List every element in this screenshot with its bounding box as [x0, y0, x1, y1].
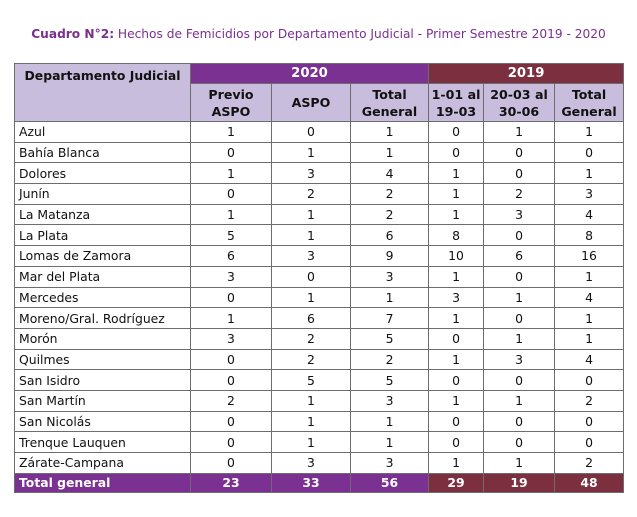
table-row [15, 163, 624, 184]
column-header-line: Previo [208, 86, 254, 102]
value-cell: 5 [351, 328, 429, 349]
table-row [15, 142, 624, 163]
column-header-line: Total [571, 86, 607, 102]
dept-cell: Lomas de Zamora [15, 246, 191, 267]
column-header-line: 19-03 [435, 103, 477, 119]
value-cell: 1 [351, 411, 429, 432]
total-value-cell: 23 [191, 473, 272, 492]
table-row [15, 349, 624, 370]
value-cell: 16 [555, 246, 624, 267]
total-row [15, 473, 624, 492]
value-cell: 3 [351, 390, 429, 411]
value-cell: 2 [555, 453, 624, 474]
dept-cell: Junín [15, 184, 191, 205]
value-cell: 2 [351, 184, 429, 205]
total-label-cell: Total general [15, 473, 191, 492]
value-cell: 1 [272, 411, 351, 432]
dept-cell: Mercedes [15, 287, 191, 308]
value-cell: 2 [272, 328, 351, 349]
value-cell: 3 [272, 453, 351, 474]
value-cell: 0 [484, 432, 555, 453]
value-cell: 5 [272, 370, 351, 391]
table-body [15, 122, 624, 493]
value-cell: 5 [351, 370, 429, 391]
column-header-line: General [361, 103, 418, 119]
table-row [15, 225, 624, 246]
value-cell: 0 [429, 122, 484, 143]
value-cell: 1 [429, 204, 484, 225]
value-cell: 1 [272, 142, 351, 163]
value-cell: 0 [555, 411, 624, 432]
value-cell: 1 [484, 390, 555, 411]
column-header-line: General [561, 103, 617, 119]
dept-cell: Mar del Plata [15, 266, 191, 287]
value-cell: 4 [555, 204, 624, 225]
value-cell: 7 [351, 308, 429, 329]
title-text: Hechos de Femicidios por Departamento Judicial - Primer Semestre 2019 - 2020 [114, 27, 606, 41]
femicide-table [14, 63, 624, 493]
value-cell: 0 [191, 370, 272, 391]
value-cell: 0 [191, 142, 272, 163]
table-title [0, 27, 637, 41]
dept-cell: Quilmes [15, 349, 191, 370]
value-cell: 1 [429, 266, 484, 287]
value-cell: 0 [484, 370, 555, 391]
dept-cell: Dolores [15, 163, 191, 184]
dept-cell: San Isidro [15, 370, 191, 391]
value-cell: 0 [191, 287, 272, 308]
group-header-row [15, 64, 624, 84]
column-header-line: ASPO [291, 95, 331, 110]
value-cell: 1 [429, 390, 484, 411]
value-cell: 2 [272, 184, 351, 205]
value-cell: 1 [272, 225, 351, 246]
value-cell: 1 [429, 163, 484, 184]
value-cell: 0 [191, 432, 272, 453]
dept-cell: Trenque Lauquen [15, 432, 191, 453]
value-cell: 1 [484, 122, 555, 143]
value-cell: 1 [272, 287, 351, 308]
value-cell: 1 [191, 308, 272, 329]
value-cell: 0 [272, 122, 351, 143]
value-cell: 1 [351, 122, 429, 143]
table-row [15, 453, 624, 474]
value-cell: 1 [429, 453, 484, 474]
column-header [191, 84, 272, 122]
value-cell: 1 [351, 287, 429, 308]
value-cell: 3 [351, 266, 429, 287]
total-value-cell: 29 [429, 473, 484, 492]
value-cell: 0 [429, 142, 484, 163]
value-cell: 2 [191, 390, 272, 411]
value-cell: 0 [191, 411, 272, 432]
table-row [15, 204, 624, 225]
value-cell: 0 [429, 432, 484, 453]
value-cell: 2 [484, 184, 555, 205]
table-row [15, 328, 624, 349]
value-cell: 9 [351, 246, 429, 267]
table-row [15, 308, 624, 329]
value-cell: 1 [555, 308, 624, 329]
value-cell: 1 [429, 349, 484, 370]
dept-cell: Morón [15, 328, 191, 349]
column-header-line: Total [372, 86, 407, 102]
value-cell: 3 [555, 184, 624, 205]
value-cell: 6 [191, 246, 272, 267]
value-cell: 1 [429, 184, 484, 205]
table-row [15, 266, 624, 287]
value-cell: 3 [272, 246, 351, 267]
value-cell: 0 [191, 349, 272, 370]
group-header-2020: 2020 [191, 64, 429, 84]
value-cell: 0 [555, 370, 624, 391]
table-row [15, 370, 624, 391]
dept-cell: San Martín [15, 390, 191, 411]
value-cell: 6 [272, 308, 351, 329]
value-cell: 8 [429, 225, 484, 246]
value-cell: 0 [484, 411, 555, 432]
column-header-line: ASPO [211, 103, 251, 119]
table-row [15, 184, 624, 205]
value-cell: 1 [272, 390, 351, 411]
value-cell: 1 [555, 122, 624, 143]
value-cell: 0 [429, 370, 484, 391]
table-row [15, 246, 624, 267]
value-cell: 1 [555, 266, 624, 287]
dept-cell: La Plata [15, 225, 191, 246]
value-cell: 0 [191, 184, 272, 205]
column-header [351, 84, 429, 122]
dept-column-header: Departamento Judicial [15, 64, 191, 122]
value-cell: 3 [351, 453, 429, 474]
value-cell: 4 [555, 287, 624, 308]
value-cell: 1 [555, 163, 624, 184]
value-cell: 0 [484, 225, 555, 246]
value-cell: 0 [484, 163, 555, 184]
value-cell: 1 [351, 142, 429, 163]
value-cell: 0 [191, 453, 272, 474]
value-cell: 6 [484, 246, 555, 267]
column-header-line: 1-01 al [431, 86, 481, 102]
value-cell: 3 [484, 349, 555, 370]
value-cell: 1 [555, 328, 624, 349]
value-cell: 1 [272, 204, 351, 225]
dept-cell: San Nicolás [15, 411, 191, 432]
value-cell: 1 [351, 432, 429, 453]
value-cell: 0 [484, 308, 555, 329]
dept-cell: La Matanza [15, 204, 191, 225]
value-cell: 0 [429, 328, 484, 349]
value-cell: 5 [191, 225, 272, 246]
column-header-line: 30-06 [498, 103, 540, 119]
value-cell: 1 [429, 308, 484, 329]
value-cell: 4 [555, 349, 624, 370]
value-cell: 3 [272, 163, 351, 184]
total-value-cell: 33 [272, 473, 351, 492]
value-cell: 4 [351, 163, 429, 184]
value-cell: 8 [555, 225, 624, 246]
value-cell: 10 [429, 246, 484, 267]
column-header [484, 84, 555, 122]
value-cell: 0 [272, 266, 351, 287]
column-header [555, 84, 624, 122]
title-prefix: Cuadro N°2: [31, 27, 115, 41]
value-cell: 0 [555, 142, 624, 163]
total-value-cell: 19 [484, 473, 555, 492]
column-header [272, 84, 351, 122]
value-cell: 1 [191, 163, 272, 184]
value-cell: 0 [484, 142, 555, 163]
table-row [15, 390, 624, 411]
value-cell: 3 [484, 204, 555, 225]
value-cell: 0 [429, 411, 484, 432]
value-cell: 1 [484, 453, 555, 474]
table-row [15, 432, 624, 453]
total-value-cell: 56 [351, 473, 429, 492]
value-cell: 2 [555, 390, 624, 411]
value-cell: 2 [351, 204, 429, 225]
value-cell: 2 [351, 349, 429, 370]
table-row [15, 122, 624, 143]
value-cell: 3 [429, 287, 484, 308]
total-value-cell: 48 [555, 473, 624, 492]
dept-cell: Bahía Blanca [15, 142, 191, 163]
value-cell: 1 [484, 287, 555, 308]
value-cell: 2 [272, 349, 351, 370]
value-cell: 1 [191, 122, 272, 143]
table-row [15, 411, 624, 432]
group-header-2019: 2019 [429, 64, 624, 84]
value-cell: 3 [191, 266, 272, 287]
dept-cell: Moreno/Gral. Rodríguez [15, 308, 191, 329]
table-row [15, 287, 624, 308]
value-cell: 3 [191, 328, 272, 349]
column-header [429, 84, 484, 122]
value-cell: 0 [484, 266, 555, 287]
dept-cell: Zárate-Campana [15, 453, 191, 474]
column-header-line: 20-03 al [490, 86, 548, 102]
value-cell: 0 [555, 432, 624, 453]
value-cell: 1 [191, 204, 272, 225]
dept-cell: Azul [15, 122, 191, 143]
value-cell: 1 [484, 328, 555, 349]
value-cell: 1 [272, 432, 351, 453]
value-cell: 6 [351, 225, 429, 246]
